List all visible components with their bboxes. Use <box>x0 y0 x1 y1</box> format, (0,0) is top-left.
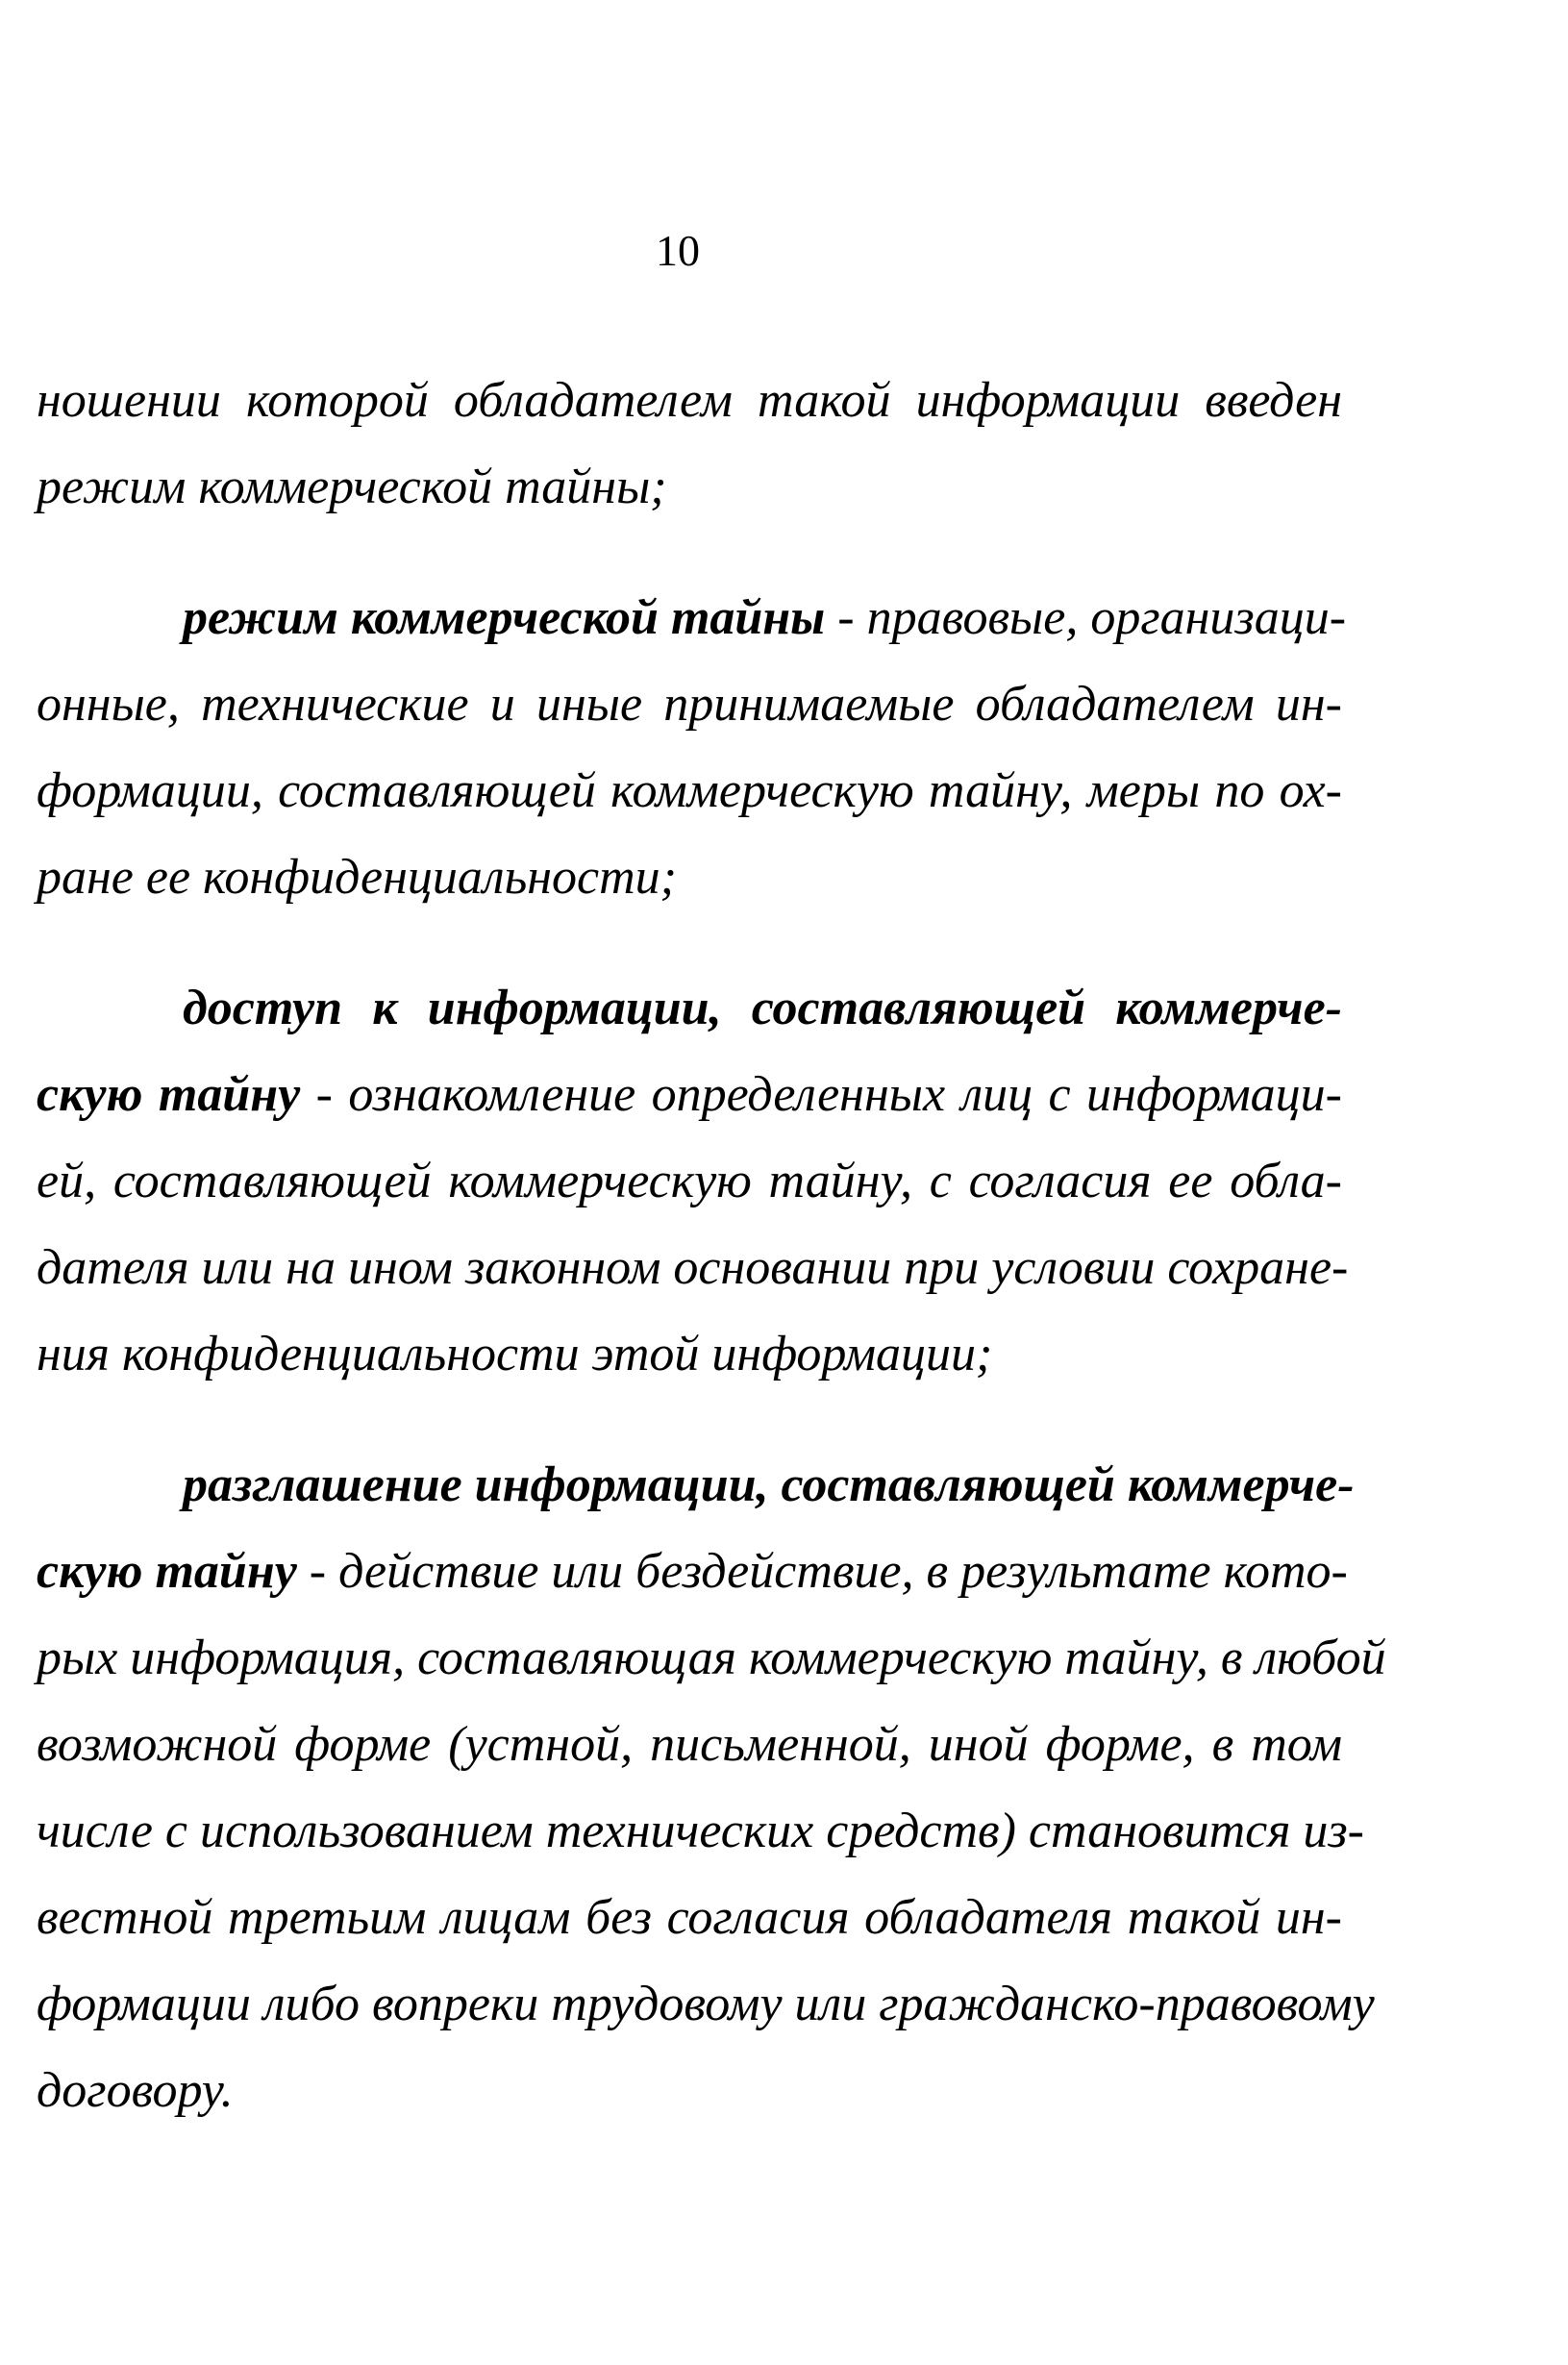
defined-term: режим коммерческой тайны <box>183 590 826 645</box>
definition-text: - ознакомление определенных лиц с информаци- <box>300 1067 1342 1122</box>
text-line <box>37 1442 1355 1529</box>
paragraph-gap <box>37 531 1342 575</box>
text-line <box>37 575 1347 661</box>
defined-term: скую тайну <box>37 1544 297 1599</box>
definition-text: - действие или бездействие, в результате кото- <box>296 1544 1348 1599</box>
definition-paragraph-regime <box>37 575 1347 921</box>
text-line: формации либо вопреки трудовому или гражданско-правовому <box>37 1977 1375 2031</box>
paragraph-gap <box>37 1398 1342 1442</box>
text-line <box>37 965 1342 1052</box>
defined-term: разглашение информации, составляющей коммерче- <box>183 1457 1355 1512</box>
definition-text: - правовые, организаци- <box>825 590 1347 645</box>
defined-term: скую тайну <box>37 1067 301 1122</box>
paragraph-continuation <box>37 358 1342 531</box>
text-line: возможной форме (устной, письменной, иной форме, в том <box>37 1717 1342 1772</box>
text-line: режим коммерческой тайны; <box>37 460 667 514</box>
text-line: ния конфиденциальности этой информации; <box>37 1327 993 1382</box>
text-line: дателя или на ином законном основании при условии сохране- <box>37 1240 1349 1295</box>
page-number: 10 <box>656 226 700 275</box>
text-line <box>37 1529 1348 1615</box>
text-line <box>37 1052 1342 1138</box>
definition-paragraph-access <box>37 965 1349 1398</box>
paragraph-gap <box>37 921 1342 965</box>
defined-term: доступ к информации, составляющей коммерче- <box>183 981 1342 1035</box>
text-line: ране ее конфиденциальности; <box>37 850 677 905</box>
definition-paragraph-disclosure <box>37 1442 1386 2134</box>
text-line: договору. <box>37 2063 234 2118</box>
text-line: рых информация, составляющая коммерческую тайну, в любой <box>37 1631 1386 1685</box>
text-line: ношении которой обладателем такой информации введен <box>37 373 1342 428</box>
text-line: вестной третьим лицам без согласия обладателя такой ин- <box>37 1890 1342 1945</box>
text-line: числе с использованием технических средств) становится из- <box>37 1804 1364 1858</box>
text-line: онные, технические и иные принимаемые обладателем ин- <box>37 677 1342 732</box>
text-line: формации, составляющей коммерческую тайну, меры по ох- <box>37 763 1342 818</box>
document-body <box>37 358 1386 2134</box>
text-line: ей, составляющей коммерческую тайну, с согласия ее обла- <box>37 1154 1342 1208</box>
